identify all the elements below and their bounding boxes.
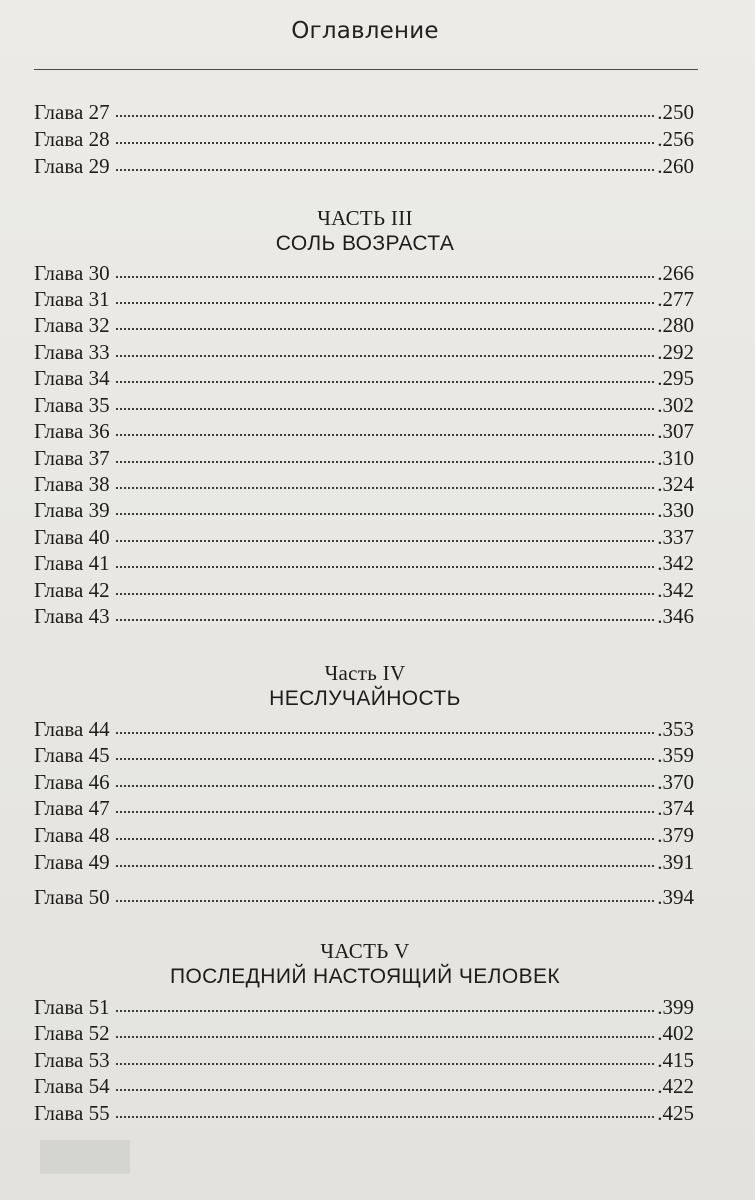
toc-entry: [34, 1073, 694, 1099]
chapter-label: Глава 49: [34, 850, 110, 874]
toc-entry: [34, 577, 694, 603]
toc-entry: [34, 1020, 694, 1046]
toc-entry: [34, 418, 694, 444]
show-through-smudge: [40, 1140, 130, 1174]
dot-leader: [116, 758, 655, 760]
dot-leader: [116, 1089, 655, 1091]
chapter-label: Глава 55: [34, 1101, 110, 1125]
page-number: .256: [657, 127, 694, 151]
chapter-label: Глава 42: [34, 578, 110, 602]
dot-leader: [116, 900, 655, 902]
toc-entry: [34, 312, 694, 338]
page-number: .402: [657, 1021, 694, 1045]
chapter-label: Глава 40: [34, 525, 110, 549]
chapter-label: Глава 47: [34, 796, 110, 820]
page-number: .394: [657, 885, 694, 909]
toc-entry: [34, 339, 694, 365]
dot-leader: [116, 355, 655, 357]
dot-leader: [116, 408, 655, 410]
toc-entry: [34, 849, 694, 875]
page-number: .374: [657, 796, 694, 820]
dot-leader: [116, 785, 655, 787]
page-number: .391: [657, 850, 694, 874]
page-number: .266: [657, 261, 694, 285]
chapter-label: Глава 38: [34, 472, 110, 496]
page-number: .422: [657, 1074, 694, 1098]
toc-entry: [34, 392, 694, 418]
toc-entry: [34, 742, 694, 768]
chapter-label: Глава 27: [34, 100, 110, 124]
page-number: .295: [657, 366, 694, 390]
toc-entry: [34, 471, 694, 497]
toc-entry: [34, 153, 694, 179]
page-number: .330: [657, 498, 694, 522]
chapter-label: Глава 45: [34, 743, 110, 767]
page-title: Оглавление: [291, 18, 439, 44]
page-number: .399: [657, 995, 694, 1019]
page-number: .425: [657, 1101, 694, 1125]
dot-leader: [116, 1010, 655, 1012]
chapter-label: Глава 46: [34, 770, 110, 794]
dot-leader: [116, 169, 655, 171]
page-number: .353: [657, 717, 694, 741]
toc-entry: [34, 550, 694, 576]
toc-entry: [34, 445, 694, 471]
chapter-label: Глава 28: [34, 127, 110, 151]
page-number: .342: [657, 578, 694, 602]
toc-entry: [34, 795, 694, 821]
chapter-label: Глава 41: [34, 551, 110, 575]
dot-leader: [116, 115, 655, 117]
dot-leader: [116, 142, 655, 144]
header-rule: [34, 69, 698, 70]
chapter-label: Глава 37: [34, 446, 110, 470]
dot-leader: [116, 540, 655, 542]
page-number: .250: [657, 100, 694, 124]
chapter-label: Глава 31: [34, 287, 110, 311]
chapter-label: Глава 44: [34, 717, 110, 741]
part-5-title: ПОСЛЕДНИЙ НАСТОЯЩИЙ ЧЕЛОВЕК: [169, 965, 561, 988]
chapter-label: Глава 35: [34, 393, 110, 417]
page-number: .324: [657, 472, 694, 496]
toc-entry: [34, 1100, 694, 1126]
chapter-label: Глава 32: [34, 313, 110, 337]
chapter-label: Глава 50: [34, 885, 110, 909]
page-number: .342: [657, 551, 694, 575]
dot-leader: [116, 1036, 655, 1038]
page-number: .370: [657, 770, 694, 794]
toc-entry: [34, 497, 694, 523]
page-number: .280: [657, 313, 694, 337]
page-number: .277: [657, 287, 694, 311]
page-number: .292: [657, 340, 694, 364]
dot-leader: [116, 593, 655, 595]
dot-leader: [116, 302, 655, 304]
toc-entry: [34, 994, 694, 1020]
dot-leader: [116, 732, 655, 734]
dot-leader: [116, 328, 655, 330]
toc-entry: [34, 884, 694, 910]
toc-entry: [34, 99, 694, 125]
chapter-label: Глава 39: [34, 498, 110, 522]
page-number: .337: [657, 525, 694, 549]
page-number: .359: [657, 743, 694, 767]
dot-leader: [116, 434, 655, 436]
toc-entry: [34, 769, 694, 795]
dot-leader: [116, 865, 655, 867]
chapter-label: Глава 29: [34, 154, 110, 178]
toc-entry: [34, 286, 694, 312]
page-number: .379: [657, 823, 694, 847]
toc-entry: [34, 365, 694, 391]
chapter-label: Глава 43: [34, 604, 110, 628]
chapter-label: Глава 54: [34, 1074, 110, 1098]
dot-leader: [116, 487, 655, 489]
toc-entry: [34, 126, 694, 152]
part-4-title: НЕСЛУЧАЙНОСТЬ: [269, 687, 461, 710]
toc-entry: [34, 716, 694, 742]
page-number: .310: [657, 446, 694, 470]
part-4-heading: Часть IV: [324, 661, 406, 685]
part-3-heading: ЧАСТЬ III: [317, 206, 413, 230]
toc-entry: [34, 822, 694, 848]
chapter-label: Глава 51: [34, 995, 110, 1019]
chapter-label: Глава 33: [34, 340, 110, 364]
dot-leader: [116, 381, 655, 383]
dot-leader: [116, 566, 655, 568]
toc-entry: [34, 260, 694, 286]
toc-entry: [34, 603, 694, 629]
dot-leader: [116, 1116, 655, 1118]
page-number: .302: [657, 393, 694, 417]
dot-leader: [116, 1063, 655, 1065]
part-5-heading: ЧАСТЬ V: [320, 939, 410, 963]
chapter-label: Глава 53: [34, 1048, 110, 1072]
part-3-title: СОЛЬ ВОЗРАСТА: [275, 232, 455, 255]
chapter-label: Глава 34: [34, 366, 110, 390]
chapter-label: Глава 30: [34, 261, 110, 285]
dot-leader: [116, 619, 655, 621]
dot-leader: [116, 811, 655, 813]
dot-leader: [116, 513, 655, 515]
toc-entry: [34, 1047, 694, 1073]
dot-leader: [116, 461, 655, 463]
chapter-label: Глава 52: [34, 1021, 110, 1045]
page-number: .307: [657, 419, 694, 443]
page-number: .260: [657, 154, 694, 178]
dot-leader: [116, 838, 655, 840]
page-number: .415: [657, 1048, 694, 1072]
page-number: .346: [657, 604, 694, 628]
toc-entry: [34, 524, 694, 550]
dot-leader: [116, 276, 655, 278]
chapter-label: Глава 48: [34, 823, 110, 847]
chapter-label: Глава 36: [34, 419, 110, 443]
